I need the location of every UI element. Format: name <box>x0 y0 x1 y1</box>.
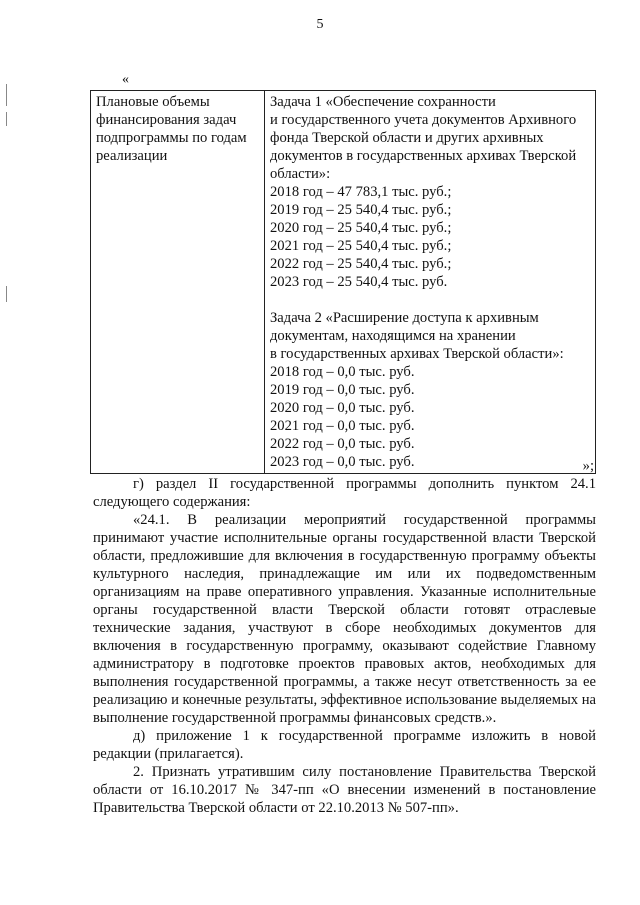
paragraph-g: г) раздел II государственной программы дополнить пунктом 24.1 следующего содержания: <box>93 476 596 510</box>
task1-line: фонда Тверской области и других архивных <box>270 130 544 146</box>
financing-table <box>90 90 596 474</box>
scan-margin-mark <box>6 286 7 302</box>
task1-line: документов в государственных архивах Тверской <box>270 148 577 164</box>
task2-line: документам, находящимся на хранении <box>270 328 516 344</box>
task2-year-line: 2023 год – 0,0 тыс. руб. <box>270 454 415 470</box>
closing-quote: »; <box>582 458 594 474</box>
spacer <box>270 291 592 309</box>
task1-year-line: 2023 год – 25 540,4 тыс. руб. <box>270 274 448 290</box>
label-line: финансирования задач <box>96 112 237 128</box>
scan-margin-mark <box>6 112 7 126</box>
task2-year-line: 2019 год – 0,0 тыс. руб. <box>270 382 415 398</box>
task2-year-line: 2020 год – 0,0 тыс. руб. <box>270 400 415 416</box>
paragraph-2: 2. Признать утратившим силу постановление Правительства Тверской области от 16.10.2017 № 347-пп «О внесении изменений в постановление Правительства Тверской области от 22.10.2013 № 507-пп». <box>93 764 596 816</box>
task1-line: области»: <box>270 166 331 182</box>
paragraph-24-1: «24.1. В реализации мероприятий государственной программы принимают участие исполнительные органы государственной власти Тверской области, предложившие для включения в государственную программу объекты культурного наследия, принадлежащие им или их подведомственным организациям на праве оперативного управления. Указанные исполнительные органы государственной власти Тверской области готовят отраслевые технические задания, участвуют в сборе необходимых документов для включения в государственную программу, оказывают содействие Главному администратору в подготовке проектов правовых актов, необходимых для выполнения государственной программы, а также несут ответственность за ее реализацию и конечные результаты, эффективное использование выделяемых на выполнение государственной программы финансовых средств.». <box>93 512 597 726</box>
task1-year-line: 2020 год – 25 540,4 тыс. руб.; <box>270 220 452 236</box>
scan-margin-mark <box>6 84 7 106</box>
label-line: подпрограммы по годам <box>96 130 247 146</box>
task2-line: в государственных архивах Тверской области»: <box>270 346 564 362</box>
table-value-cell <box>265 91 596 474</box>
task2-year-line: 2022 год – 0,0 тыс. руб. <box>270 436 415 452</box>
task1-line: и государственного учета документов Архивного <box>270 112 577 128</box>
task1-line: Задача 1 «Обеспечение сохранности <box>270 94 496 110</box>
task1-year-line: 2019 год – 25 540,4 тыс. руб.; <box>270 202 452 218</box>
label-line: Плановые объемы <box>96 94 210 110</box>
task1-year-line: 2018 год – 47 783,1 тыс. руб.; <box>270 184 452 200</box>
label-line: реализации <box>96 148 168 164</box>
table-label-cell <box>91 91 265 474</box>
task2-year-line: 2018 год – 0,0 тыс. руб. <box>270 364 415 380</box>
paragraph-d: д) приложение 1 к государственной программе изложить в новой редакции (прилагается). <box>93 728 596 762</box>
task2-year-line: 2021 год – 0,0 тыс. руб. <box>270 418 415 434</box>
page-number: 5 <box>316 17 324 32</box>
task1-year-line: 2021 год – 25 540,4 тыс. руб.; <box>270 238 452 254</box>
body-text <box>93 475 596 817</box>
table-row <box>91 91 596 474</box>
task2-line: Задача 2 «Расширение доступа к архивным <box>270 310 539 326</box>
task1-year-line: 2022 год – 25 540,4 тыс. руб.; <box>270 256 452 272</box>
opening-quote: « <box>122 72 129 87</box>
